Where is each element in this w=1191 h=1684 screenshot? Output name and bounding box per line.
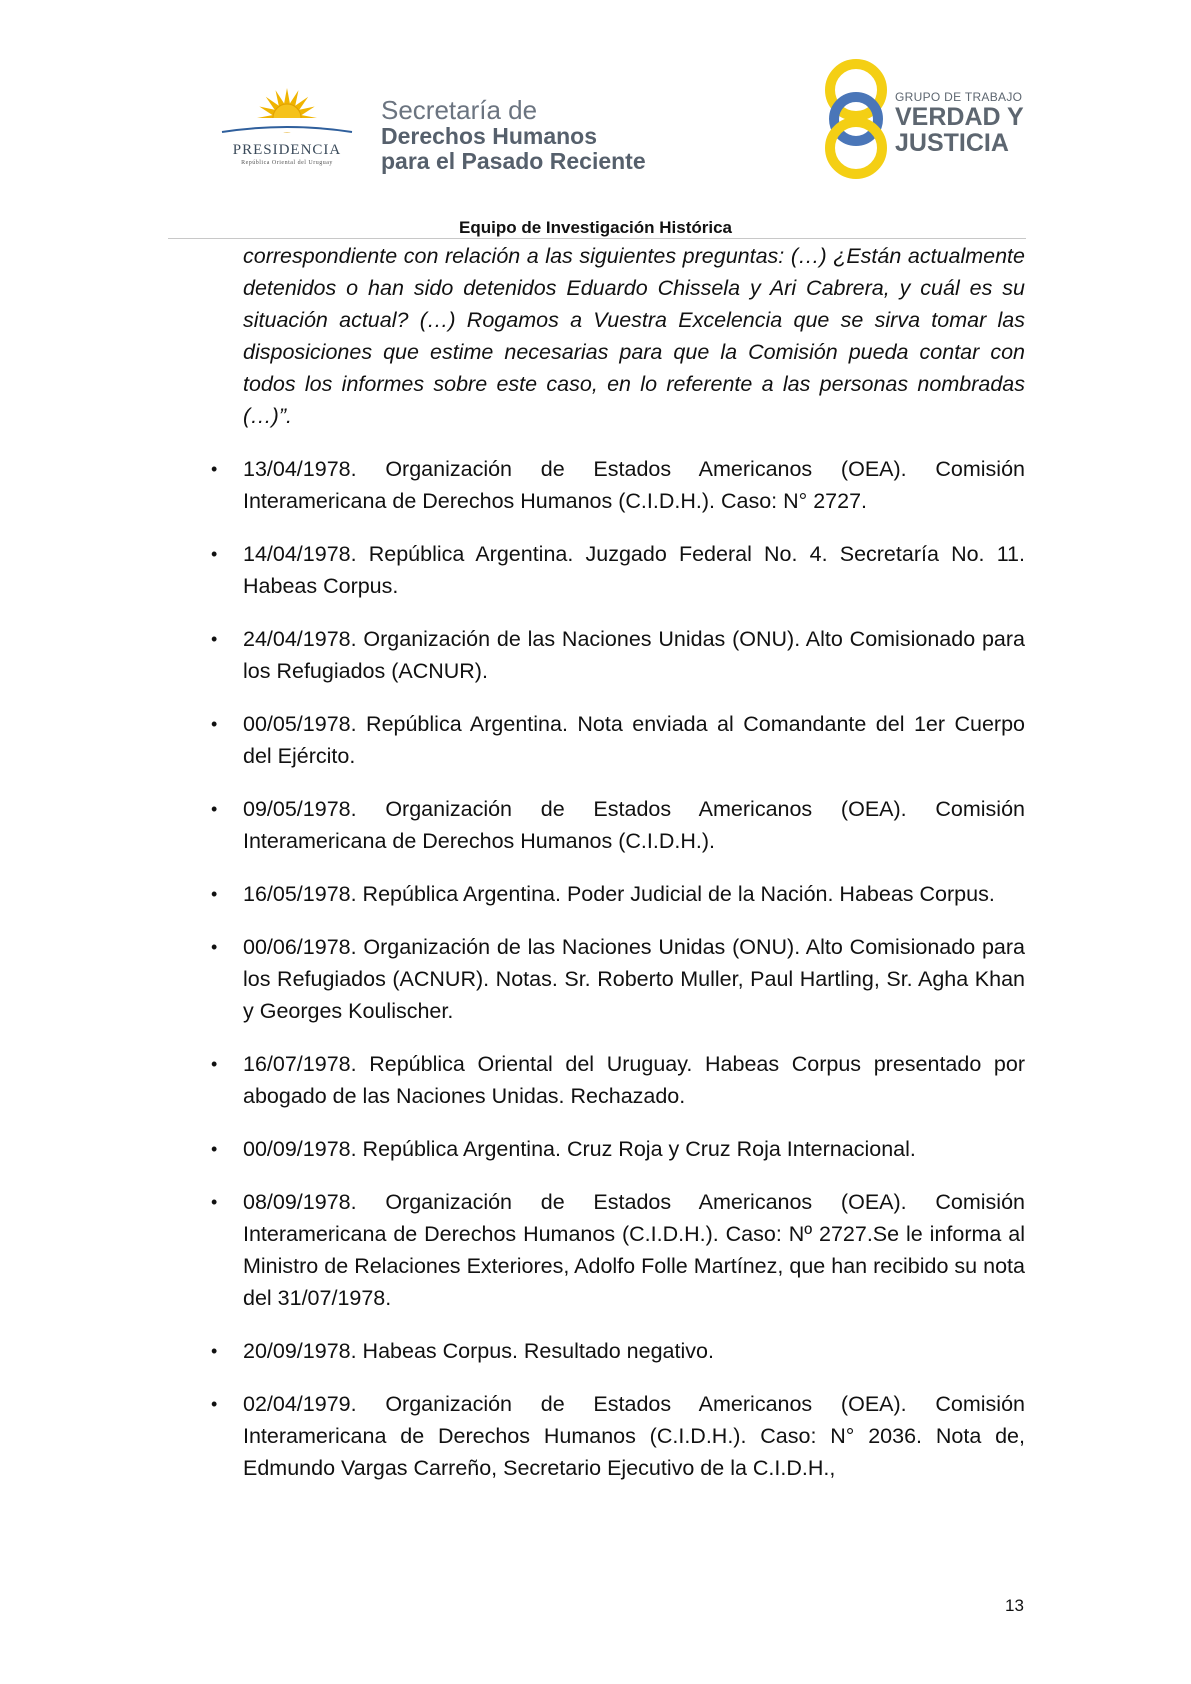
page-number: 13 xyxy=(1005,1596,1024,1615)
list-item xyxy=(211,1048,1025,1112)
list-item-text: 13/04/1978. Organización de Estados Americanos (OEA). Comisión Interamericana de Derechos Humanos (C.I.D.H.). Caso: N° 2727. xyxy=(243,457,1025,513)
secretaria-line2: Derechos Humanos xyxy=(381,123,598,149)
list-item xyxy=(211,1388,1025,1484)
team-title: Equipo de Investigación Histórica xyxy=(459,218,732,237)
secretaria-block xyxy=(381,96,646,174)
list-item xyxy=(211,793,1025,857)
page-header xyxy=(0,0,1191,250)
grupo-line1: GRUPO DE TRABAJO xyxy=(895,90,1023,104)
bullet-icon: • xyxy=(211,544,218,564)
bullet-icon: • xyxy=(211,937,218,957)
bullet-icon: • xyxy=(211,1192,218,1212)
list-item-text: 16/05/1978. República Argentina. Poder Judicial de la Nación. Habeas Corpus. xyxy=(243,882,995,906)
header-divider xyxy=(168,238,1026,239)
presidencia-name: PRESIDENCIA xyxy=(232,142,342,158)
list-item-text: 09/05/1978. Organización de Estados Americanos (OEA). Comisión Interamericana de Derechos Humanos (C.I.D.H.). xyxy=(243,797,1025,853)
list-item xyxy=(211,708,1025,772)
list-item xyxy=(211,1186,1025,1314)
list-item-text: 00/06/1978. Organización de las Naciones Unidas (ONU). Alto Comisionado para los Refugiados (ACNUR). Notas. Sr. Roberto Muller, Paul Hartling, Sr. Agha Khan y Georges Koulischer. xyxy=(243,935,1025,1023)
secretaria-line3: para el Pasado Reciente xyxy=(381,148,646,174)
list-item-text: 02/04/1979. Organización de Estados Americanos (OEA). Comisión Interamericana de Derechos Humanos (C.I.D.H.). Caso: N° 2036. Nota de, Edmundo Vargas Carreño, Secretario Ejecutivo de la C.I.D.H., xyxy=(243,1392,1025,1480)
bullet-icon: • xyxy=(211,459,218,479)
verdad-justicia-text xyxy=(895,90,1024,156)
bullet-icon: • xyxy=(211,1394,218,1414)
bullet-icon: • xyxy=(211,1341,218,1361)
list-item xyxy=(211,453,1025,517)
bullet-icon: • xyxy=(211,714,218,734)
bullet-icon: • xyxy=(211,1139,218,1159)
grupo-line2: VERDAD Y xyxy=(895,103,1024,131)
list-item xyxy=(211,1335,1025,1367)
bullet-icon: • xyxy=(211,884,218,904)
secretaria-line1: Secretaría de xyxy=(381,95,538,125)
list-item-text: 08/09/1978. Organización de Estados Americanos (OEA). Comisión Interamericana de Derechos Humanos (C.I.D.H.). Caso: Nº 2727.Se le informa al Ministro de Relaciones Exteriores, Adolfo Folle Martínez, que han recibido su nota del 31/07/1978. xyxy=(243,1190,1025,1310)
presidencia-caption xyxy=(212,142,362,166)
list-item-text: 16/07/1978. República Oriental del Uruguay. Habeas Corpus presentado por abogado de las Naciones Unidas. Rechazado. xyxy=(243,1052,1025,1108)
document-body xyxy=(211,240,1025,1505)
list-item-text: 00/09/1978. República Argentina. Cruz Roja y Cruz Roja Internacional. xyxy=(243,1137,916,1161)
list-item xyxy=(211,623,1025,687)
grupo-line3: JUSTICIA xyxy=(895,129,1009,157)
list-item xyxy=(211,878,1025,910)
verdad-justicia-rings-logo xyxy=(820,56,892,182)
bullet-icon: • xyxy=(211,1054,218,1074)
list-item-text: 20/09/1978. Habeas Corpus. Resultado negativo. xyxy=(243,1339,714,1363)
bullet-icon: • xyxy=(211,799,218,819)
list-item-text: 24/04/1978. Organización de las Naciones Unidas (ONU). Alto Comisionado para los Refugiados (ACNUR). xyxy=(243,627,1025,683)
quote-paragraph: correspondiente con relación a las siguientes preguntas: (…) ¿Están actualmente detenidos o han sido detenidos Eduardo Chissela y Ari Cabrera, y cuál es su situación actual? (…) Rogamos a Vuestra Excelencia que se sirva tomar las disposiciones que estime necesarias para que la Comisión pueda contar con todos los informes sobre este caso, en lo referente a las personas nombradas (…)”. xyxy=(243,244,1025,428)
presidencia-subtitle: República Oriental del Uruguay xyxy=(241,160,333,166)
list-item-text: 00/05/1978. República Argentina. Nota enviada al Comandante del 1er Cuerpo del Ejército. xyxy=(243,712,1025,768)
list-item xyxy=(211,931,1025,1027)
bullet-icon: • xyxy=(211,629,218,649)
list-item xyxy=(211,1133,1025,1165)
entries-list xyxy=(211,453,1025,1484)
list-item-text: 14/04/1978. República Argentina. Juzgado Federal No. 4. Secretaría No. 11. Habeas Corpus. xyxy=(243,542,1025,598)
list-item xyxy=(211,538,1025,602)
